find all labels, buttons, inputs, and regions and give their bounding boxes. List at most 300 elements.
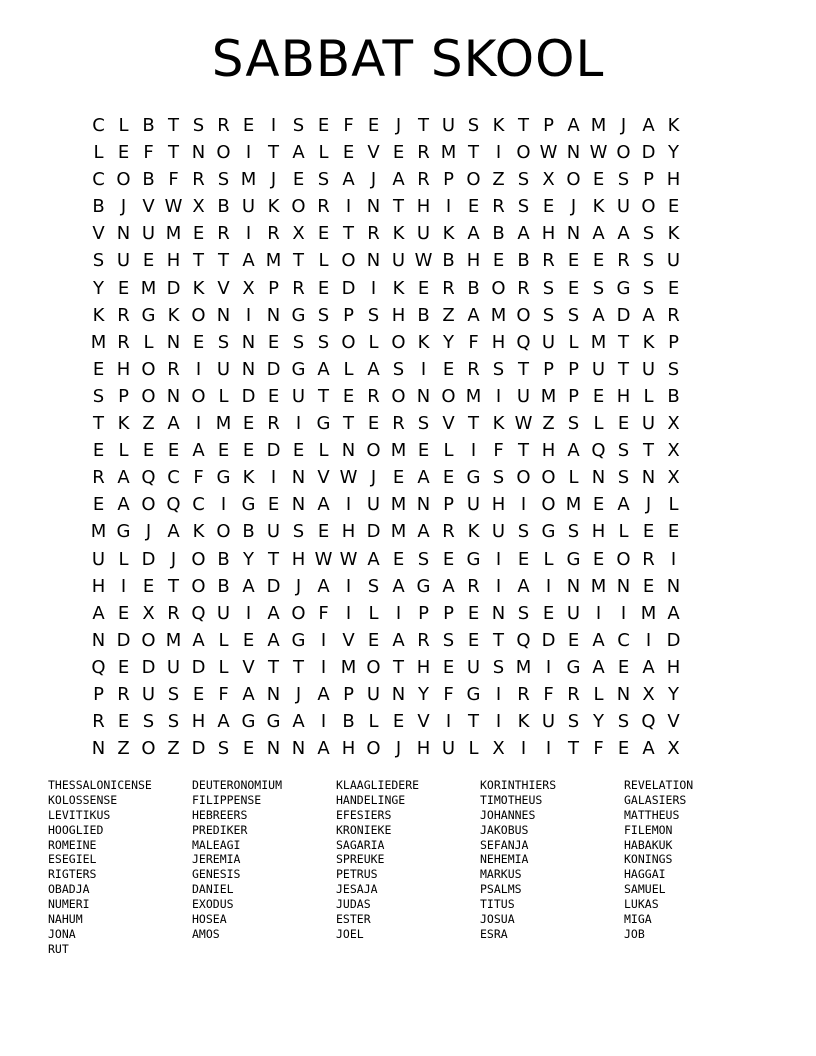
grid-letter: U xyxy=(566,602,581,624)
grid-letter: J xyxy=(620,115,627,136)
grid-letter: C xyxy=(92,169,105,191)
grid-letter: E xyxy=(592,169,605,191)
grid-letter: O xyxy=(566,169,581,191)
grid-letter: E xyxy=(667,196,680,218)
grid-letter: I xyxy=(520,494,527,516)
grid-letter: T xyxy=(268,142,279,164)
grid-row xyxy=(86,546,686,573)
grid-letter: W xyxy=(589,142,608,164)
grid-letter: F xyxy=(318,602,329,624)
grid-letter: L xyxy=(568,331,579,353)
grid-letter: A xyxy=(467,223,480,245)
grid-letter: J xyxy=(170,548,177,570)
grid-letter: D xyxy=(241,385,256,407)
grid-letter: U xyxy=(141,683,156,705)
grid-letter: Z xyxy=(167,738,180,760)
grid-letter: T xyxy=(493,629,504,651)
grid-letter: E xyxy=(592,385,605,407)
grid-letter: L xyxy=(368,331,379,353)
grid-letter: K xyxy=(667,115,680,136)
grid-letter: A xyxy=(342,169,355,191)
word-list-item: KLAAGLIEDERE xyxy=(336,778,420,792)
grid-letter: F xyxy=(168,169,179,191)
grid-letter: G xyxy=(216,467,231,489)
grid-letter: R xyxy=(467,575,480,597)
grid-letter: M xyxy=(565,494,582,516)
grid-letter: E xyxy=(367,629,380,651)
grid-letter: K xyxy=(267,196,280,218)
grid-letter: V xyxy=(367,142,380,164)
grid-letter: E xyxy=(92,440,105,462)
grid-letter: K xyxy=(492,115,505,136)
grid-letter: A xyxy=(292,142,305,164)
grid-letter: S xyxy=(492,358,505,380)
word-list-item: REVELATION xyxy=(624,778,694,792)
grid-letter: T xyxy=(218,250,229,272)
grid-letter: G xyxy=(266,711,281,733)
grid-letter: N xyxy=(291,494,306,516)
grid-letter: A xyxy=(367,548,380,570)
grid-letter: S xyxy=(217,169,230,191)
word-list-item: SPREUKE xyxy=(336,852,385,867)
grid-letter: E xyxy=(242,738,255,760)
grid-letter: P xyxy=(543,358,554,380)
grid-letter: E xyxy=(642,521,655,543)
word-list-item: TIMOTHEUS xyxy=(480,792,543,807)
grid-letter: W xyxy=(339,467,358,489)
grid-letter: U xyxy=(466,494,481,516)
grid-letter: E xyxy=(117,656,130,678)
grid-letter: I xyxy=(445,196,452,218)
grid-letter: L xyxy=(668,494,679,516)
grid-letter: U xyxy=(366,494,381,516)
grid-letter: R xyxy=(542,250,555,272)
grid-letter: N xyxy=(116,223,131,245)
grid-letter: R xyxy=(617,250,630,272)
grid-letter: P xyxy=(443,494,454,516)
grid-letter: A xyxy=(392,629,405,651)
word-list-item: THESSALONICENSE xyxy=(48,778,152,792)
grid-letter: E xyxy=(392,711,405,733)
grid-letter: N xyxy=(366,250,381,272)
grid-letter: A xyxy=(417,521,430,543)
grid-row xyxy=(86,573,686,600)
grid-letter: S xyxy=(542,304,555,326)
word-list-item: ESTER xyxy=(336,912,371,927)
grid-letter: I xyxy=(345,602,352,624)
grid-letter: A xyxy=(292,711,305,733)
grid-letter: P xyxy=(268,277,279,299)
grid-letter: D xyxy=(141,548,156,570)
grid-letter: L xyxy=(593,683,604,705)
grid-letter: K xyxy=(442,223,455,245)
grid-letter: S xyxy=(317,331,330,353)
grid-letter: G xyxy=(466,548,481,570)
grid-letter: W xyxy=(164,196,183,218)
word-list-item: ESEGIEL xyxy=(48,852,97,867)
grid-letter: I xyxy=(295,413,302,435)
grid-letter: A xyxy=(442,575,455,597)
grid-letter: H xyxy=(541,440,556,462)
grid-letter: U xyxy=(516,385,531,407)
grid-letter: S xyxy=(517,602,530,624)
grid-letter: E xyxy=(442,656,455,678)
grid-letter: B xyxy=(217,548,230,570)
grid-letter: I xyxy=(320,711,327,733)
word-list-item: JOSUA xyxy=(480,912,515,927)
grid-letter: J xyxy=(395,738,402,760)
grid-letter: A xyxy=(567,440,580,462)
grid-letter: S xyxy=(417,413,430,435)
grid-letter: E xyxy=(667,521,680,543)
grid-letter: I xyxy=(245,142,252,164)
grid-letter: N xyxy=(266,683,281,705)
grid-letter: T xyxy=(168,575,179,597)
word-list-item: JEREMIA xyxy=(192,852,241,867)
grid-letter: M xyxy=(390,521,407,543)
grid-letter: R xyxy=(442,277,455,299)
grid-letter: I xyxy=(195,413,202,435)
grid-letter: N xyxy=(366,196,381,218)
grid-letter: A xyxy=(567,115,580,136)
grid-letter: A xyxy=(642,656,655,678)
grid-letter: S xyxy=(567,521,580,543)
word-list-item: MALEAGI xyxy=(192,837,241,852)
grid-letter: A xyxy=(392,575,405,597)
grid-letter: R xyxy=(367,385,380,407)
grid-letter: Y xyxy=(243,548,254,570)
grid-letter: E xyxy=(117,711,130,733)
grid-letter: H xyxy=(166,250,181,272)
grid-letter: A xyxy=(192,440,205,462)
grid-letter: I xyxy=(395,602,402,624)
grid-letter: T xyxy=(168,142,179,164)
word-list-item: JAKOBUS xyxy=(480,822,529,837)
grid-letter: P xyxy=(543,115,554,136)
grid-row xyxy=(86,356,686,383)
grid-letter: O xyxy=(141,494,156,516)
grid-letter: A xyxy=(92,602,105,624)
grid-letter: N xyxy=(241,331,256,353)
grid-row xyxy=(86,329,686,356)
grid-letter: N xyxy=(391,683,406,705)
grid-letter: P xyxy=(93,683,104,705)
grid-letter: R xyxy=(517,277,530,299)
grid-letter: E xyxy=(242,413,255,435)
grid-letter: E xyxy=(92,358,105,380)
grid-letter: R xyxy=(267,223,280,245)
grid-letter: I xyxy=(245,223,252,245)
grid-letter: V xyxy=(317,467,330,489)
grid-letter: S xyxy=(367,304,380,326)
grid-row xyxy=(86,139,686,166)
grid-letter: L xyxy=(618,521,629,543)
grid-letter: E xyxy=(617,656,630,678)
grid-letter: A xyxy=(192,629,205,651)
grid-letter: T xyxy=(468,413,479,435)
grid-letter: E xyxy=(92,494,105,516)
grid-letter: O xyxy=(641,196,656,218)
grid-letter: X xyxy=(292,223,305,245)
grid-letter: O xyxy=(466,169,481,191)
grid-letter: M xyxy=(465,385,482,407)
word-list-item: EFESIERS xyxy=(336,807,392,822)
grid-letter: O xyxy=(141,385,156,407)
word-list-item: SEFANJA xyxy=(480,837,529,852)
grid-letter: E xyxy=(542,196,555,218)
grid-letter: N xyxy=(591,467,606,489)
word-list-item: HOSEA xyxy=(192,912,227,927)
grid-letter: L xyxy=(543,548,554,570)
grid-letter: T xyxy=(343,223,354,245)
grid-row xyxy=(86,600,686,627)
grid-letter: L xyxy=(593,413,604,435)
grid-letter: Y xyxy=(593,711,604,733)
grid-letter: I xyxy=(470,440,477,462)
grid-letter: E xyxy=(367,413,380,435)
grid-letter: S xyxy=(317,169,330,191)
grid-letter: O xyxy=(291,196,306,218)
word-list-item: NAHUM xyxy=(48,912,83,927)
grid-letter: U xyxy=(666,250,681,272)
grid-letter: T xyxy=(393,196,404,218)
grid-letter: I xyxy=(520,738,527,760)
grid-letter: L xyxy=(368,711,379,733)
word-list-item: OBADJA xyxy=(48,882,90,897)
grid-letter: O xyxy=(616,142,631,164)
grid-letter: E xyxy=(292,440,305,462)
grid-letter: T xyxy=(518,440,529,462)
grid-letter: E xyxy=(342,142,355,164)
grid-letter: I xyxy=(495,711,502,733)
word-list-item: TITUS xyxy=(480,897,515,912)
grid-letter: X xyxy=(542,169,555,191)
grid-letter: I xyxy=(495,683,502,705)
grid-letter: B xyxy=(467,277,480,299)
grid-letter: G xyxy=(141,304,156,326)
grid-letter: P xyxy=(568,358,579,380)
grid-letter: H xyxy=(116,358,131,380)
grid-letter: S xyxy=(92,385,105,407)
grid-letter: S xyxy=(642,250,655,272)
grid-letter: S xyxy=(192,115,205,136)
grid-letter: D xyxy=(266,440,281,462)
grid-letter: I xyxy=(320,656,327,678)
grid-letter: R xyxy=(567,683,580,705)
grid-letter: F xyxy=(593,738,604,760)
grid-letter: B xyxy=(142,115,155,136)
grid-letter: A xyxy=(317,738,330,760)
grid-letter: O xyxy=(541,494,556,516)
grid-letter: E xyxy=(417,277,430,299)
word-list-item: JESAJA xyxy=(336,882,378,897)
grid-letter: K xyxy=(242,467,255,489)
grid-letter: I xyxy=(495,385,502,407)
grid-letter: R xyxy=(117,331,130,353)
grid-letter: S xyxy=(617,711,630,733)
grid-letter: L xyxy=(93,142,104,164)
word-list-item: GALASIERS xyxy=(624,792,687,807)
grid-letter: M xyxy=(490,304,507,326)
grid-letter: M xyxy=(165,629,182,651)
grid-letter: K xyxy=(417,331,430,353)
grid-letter: N xyxy=(166,331,181,353)
grid-letter: D xyxy=(266,358,281,380)
grid-letter: N xyxy=(241,358,256,380)
grid-letter: R xyxy=(417,629,430,651)
grid-letter: K xyxy=(167,304,180,326)
grid-letter: E xyxy=(142,440,155,462)
grid-letter: H xyxy=(491,331,506,353)
grid-letter: H xyxy=(391,304,406,326)
grid-letter: L xyxy=(143,331,154,353)
grid-row xyxy=(86,464,686,491)
grid-letter: O xyxy=(216,142,231,164)
word-list-item: HABAKUK xyxy=(624,837,673,852)
grid-letter: E xyxy=(192,683,205,705)
grid-letter: T xyxy=(343,413,354,435)
grid-row xyxy=(86,518,686,545)
grid-letter: D xyxy=(616,304,631,326)
grid-letter: Y xyxy=(418,683,429,705)
grid-letter: E xyxy=(417,440,430,462)
grid-letter: G xyxy=(466,467,481,489)
grid-letter: G xyxy=(566,656,581,678)
grid-letter: T xyxy=(568,738,579,760)
grid-letter: Q xyxy=(91,656,106,678)
grid-letter: L xyxy=(368,602,379,624)
grid-letter: N xyxy=(91,738,106,760)
grid-letter: E xyxy=(317,521,330,543)
grid-letter: R xyxy=(217,223,230,245)
grid-letter: H xyxy=(541,223,556,245)
grid-letter: D xyxy=(141,656,156,678)
grid-letter: A xyxy=(392,169,405,191)
grid-letter: V xyxy=(417,711,430,733)
word-list-item: FILIPPENSE xyxy=(192,792,262,807)
grid-letter: V xyxy=(142,196,155,218)
grid-letter: K xyxy=(92,304,105,326)
word-list-item: SAGARIA xyxy=(336,837,385,852)
letter-grid xyxy=(86,112,686,762)
grid-letter: T xyxy=(618,331,629,353)
grid-letter: U xyxy=(391,250,406,272)
grid-letter: X xyxy=(667,440,680,462)
grid-letter: U xyxy=(466,656,481,678)
grid-letter: V xyxy=(92,223,105,245)
grid-letter: G xyxy=(241,494,256,516)
word-list-item: GENESIS xyxy=(192,867,241,882)
grid-letter: X xyxy=(142,602,155,624)
grid-letter: X xyxy=(492,738,505,760)
grid-letter: J xyxy=(145,521,152,543)
grid-letter: E xyxy=(592,250,605,272)
grid-letter: L xyxy=(218,656,229,678)
grid-letter: A xyxy=(517,575,530,597)
grid-letter: R xyxy=(117,683,130,705)
grid-letter: U xyxy=(591,358,606,380)
grid-letter: O xyxy=(516,467,531,489)
grid-letter: H xyxy=(666,656,681,678)
grid-letter: K xyxy=(192,521,205,543)
grid-letter: Q xyxy=(191,602,206,624)
grid-letter: O xyxy=(491,277,506,299)
grid-letter: A xyxy=(117,494,130,516)
grid-letter: K xyxy=(517,711,530,733)
grid-letter: H xyxy=(416,738,431,760)
grid-row xyxy=(86,220,686,247)
grid-letter: V xyxy=(442,413,455,435)
grid-letter: I xyxy=(245,602,252,624)
word-list-item: JUDAS xyxy=(336,897,371,912)
grid-letter: M xyxy=(140,277,157,299)
grid-letter: N xyxy=(341,440,356,462)
grid-letter: Q xyxy=(641,711,656,733)
grid-letter: O xyxy=(116,169,131,191)
grid-letter: D xyxy=(191,738,206,760)
grid-letter: R xyxy=(217,115,230,136)
grid-letter: K xyxy=(667,223,680,245)
grid-letter: I xyxy=(445,711,452,733)
grid-letter: O xyxy=(366,440,381,462)
grid-letter: T xyxy=(468,711,479,733)
grid-letter: I xyxy=(595,602,602,624)
grid-letter: I xyxy=(495,575,502,597)
grid-letter: I xyxy=(345,494,352,516)
grid-letter: Y xyxy=(668,683,679,705)
grid-letter: U xyxy=(641,358,656,380)
grid-letter: T xyxy=(468,142,479,164)
grid-letter: V xyxy=(342,629,355,651)
grid-letter: R xyxy=(492,196,505,218)
grid-letter: O xyxy=(541,467,556,489)
page-title: SABBAT SKOOL xyxy=(211,30,605,88)
grid-letter: C xyxy=(192,494,205,516)
grid-letter: N xyxy=(266,738,281,760)
grid-letter: U xyxy=(241,196,256,218)
grid-letter: N xyxy=(166,385,181,407)
grid-letter: O xyxy=(341,250,356,272)
grid-letter: J xyxy=(645,494,652,516)
grid-letter: U xyxy=(416,223,431,245)
grid-letter: B xyxy=(492,223,505,245)
grid-letter: L xyxy=(118,115,129,136)
grid-letter: E xyxy=(317,277,330,299)
grid-letter: J xyxy=(395,115,402,136)
grid-row xyxy=(86,193,686,220)
grid-letter: M xyxy=(390,440,407,462)
grid-letter: E xyxy=(392,548,405,570)
grid-letter: S xyxy=(367,575,380,597)
grid-letter: P xyxy=(443,602,454,624)
grid-letter: I xyxy=(220,494,227,516)
grid-row xyxy=(86,491,686,518)
grid-letter: A xyxy=(317,358,330,380)
grid-letter: A xyxy=(592,223,605,245)
word-list-item: JOB xyxy=(624,926,645,941)
grid-letter: U xyxy=(541,331,556,353)
word-list-item: SAMUEL xyxy=(624,882,666,897)
grid-letter: T xyxy=(93,413,104,435)
grid-letter: J xyxy=(270,169,277,191)
grid-letter: J xyxy=(570,196,577,218)
grid-letter: P xyxy=(443,169,454,191)
grid-letter: E xyxy=(317,223,330,245)
word-list-item: NEHEMIA xyxy=(480,852,529,867)
word-list-item: ROMEINE xyxy=(48,837,97,852)
grid-letter: N xyxy=(616,683,631,705)
grid-letter: D xyxy=(641,142,656,164)
